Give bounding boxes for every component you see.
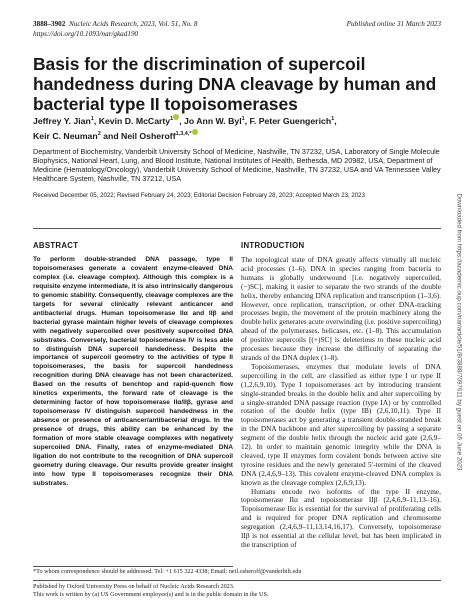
published-date: Published online 31 March 2023	[346, 20, 441, 28]
orcid-icon[interactable]	[192, 129, 198, 135]
author-separator: ,	[334, 116, 337, 126]
abstract-heading: ABSTRACT	[33, 241, 79, 250]
author-separator: ,	[93, 116, 99, 126]
author-affiliation-marker: 2	[97, 131, 101, 138]
author-name[interactable]: Jeffrey Y. Jian	[33, 116, 91, 126]
introduction-column	[241, 241, 441, 550]
footnote-divider	[33, 580, 441, 581]
download-watermark: Downloaded from https://academic.oup.com/nar/article/51/8/3888/7097611 by guest on 05 June 2023	[455, 193, 463, 471]
author-affiliation-marker: 1	[241, 116, 245, 123]
received-dates: Received December 05, 2022; Revised February 24, 2023; Editorial Decision February 28, 2023; Accepted March 23, 2023	[33, 192, 365, 199]
journal-citation: Nucleic Acids Research, 2023, Vol. 51, No. 8	[68, 20, 198, 28]
divider	[33, 228, 441, 229]
author-name[interactable]: Jo Ann W. Byl	[184, 116, 242, 126]
author-affiliation-marker: 1	[90, 116, 94, 123]
author-separator: ,	[244, 116, 250, 126]
correspondence-note: *To whom correspondence should be addressed. Tel: +1 615 322 4338; Email: neil.osheroff@vanderbilt.edu	[33, 568, 302, 575]
running-header	[33, 20, 441, 39]
article-title: Basis for the discrimination of supercoil handedness during DNA cleavage by human and bacterial type II topoisomerases	[33, 54, 437, 115]
author-affiliation-marker: 1,3,4,*	[175, 131, 192, 138]
author-name[interactable]: Keir C. Neuman	[33, 131, 98, 141]
footnote-divider	[33, 566, 233, 567]
author-name[interactable]: Kevin D. McCarty	[98, 116, 171, 126]
doi-link[interactable]: https://doi.org/10.1093/nar/gkad190	[33, 29, 139, 38]
abstract-text: To perform double-stranded DNA passage, type II topoisomerases generate a covalent enzyme-cleaved DNA complex (i.e. cleavage complex). Although this complex is a requisite enzyme intermediate, it is also intrinsically dangerous to genomic stability. Consequently, cleavage complexes are the targets for several clinically relevant anticancer and antibacterial drugs. Human topoisomerase IIα and IIβ and bacterial gyrase maintain higher levels of cleavage complexes with negatively supercoiled over positively supercoiled DNA substrates. Conversely, bacterial topoisomerase IV is less able to distinguish DNA supercoil handedness. Despite the importance of supercoil geometry to the activities of type II topoisomerases, the basis for supercoil handedness recognition during DNA cleavage has not been characterized. Based on the results of benchtop and rapid-quench flow kinetics experiments, the forward rate of cleavage is the determining factor of how topoisomerase IIα/IIβ, gyrase and topoisomerase IV distinguish supercoil handedness in the absence or presence of anticancer/antibacterial drugs. In the presence of drugs, this ability can be enhanced by the formation of more stable cleavage complexes with negatively supercoiled DNA. Finally, rates of enzyme-mediated DNA ligation do not contribute to the recognition of DNA supercoil geometry during cleavage. Our results provide greater insight into how type II topoisomerases recognize their DNA substrates.	[33, 256, 233, 487]
page-range-journal	[33, 20, 198, 30]
author-name[interactable]: Neil Osheroff	[121, 131, 176, 141]
introduction-body	[241, 256, 441, 550]
intro-paragraph: The topological state of DNA greatly affects virtually all nucleic acid processes (1–6). DNA in species ranging from bacteria to humans is globally underwound [i.e. negatively supercoiled, (−)SC], making it easier to separate the two strands of the double helix, thereby enhancing DNA replication and transcription (1–3,6). However, once replication, transcription, or other DNA-tracking processes begin, the movement of the protein machinery along the double helix generates acute overwinding (i.e. positive supercoiling) ahead of the polymerases, helicases, etc. (1–8). This accumulation of positive supercoils [(+)SC] is deleterious to these nucleic acid processes because they increase the difficulty of separating the strands of the DNA duplex (1–8).	[241, 255, 441, 362]
page-range: 3888–3902	[33, 20, 66, 28]
introduction-heading: INTRODUCTION	[241, 241, 305, 250]
intro-paragraph: Humans encode two isoforms of the type II enzyme, topoisomerase IIα and topoisomerase IIβ (2,4,6,9–11,13–16). Topoisomerase IIα is essential for the survival of proliferating cells and is required for proper DNA replication and chromosome segregation (2,4,6,9–11,13,14,16,17). Conversely, topoisomerase IIβ is not essential at the cellular level, but has been implicated in the transcription of	[241, 486, 441, 549]
affiliations: Department of Biochemistry, Vanderbilt University School of Medicine, Nashville, TN 37232, USA, Laboratory of Single Molecule Biophysics, National Heart, Lung, and Blood Institute, National Institutes of Health, Bethesda, MD 20982, USA, Department of Medicine (Hematology/Oncology), Vanderbilt University School of Medicine, Nashville, TN 37232, USA and VA Tennessee Valley Healthcare System, Nashville, TN 37212, USA	[33, 147, 441, 183]
license-note: This work is written by (a) US Government employee(s) and is in the public domain in the US.	[33, 591, 269, 598]
author-separator: and	[100, 131, 122, 141]
author-affiliation-marker: 1	[170, 116, 174, 123]
author-name[interactable]: F. Peter Guengerich	[249, 116, 332, 126]
author-line-2	[33, 129, 443, 144]
author-separator: ,	[179, 116, 185, 126]
author-affiliation-marker: 1	[331, 116, 335, 123]
publisher-note: Published by Oxford University Press on behalf of Nucleic Acids Research 2023.	[33, 583, 235, 590]
author-line-1	[33, 114, 443, 129]
abstract-column	[33, 241, 233, 489]
author-list	[33, 114, 443, 144]
intro-paragraph: Topoisomerases, enzymes that modulate levels of DNA supercoiling in the cell, are classified as either type I or type II (1,2,6,9,10). Type I topoisomerases act by introducing transient single-stranded breaks in the double helix and alter supercoiling by a single-stranded DNA passage reaction (type IA) or by controlled rotation of the double helix (type IB) (2,6,10,11). Type II topoisomerases act by generating a transient double-stranded break in the DNA backbone and alter supercoiling by passing a separate segment of the double helix through the nucleic acid gate (2,6,9–12). In order to maintain genomic integrity while the DNA is cleaved, type II enzymes form covalent bonds between active site tyrosine residues and the newly generated 5′-termini of the cleaved DNA (2,4,6,9–13). This covalent enzyme-cleaved DNA complex is known as the cleavage complex (2,6,9,13).	[241, 361, 441, 487]
